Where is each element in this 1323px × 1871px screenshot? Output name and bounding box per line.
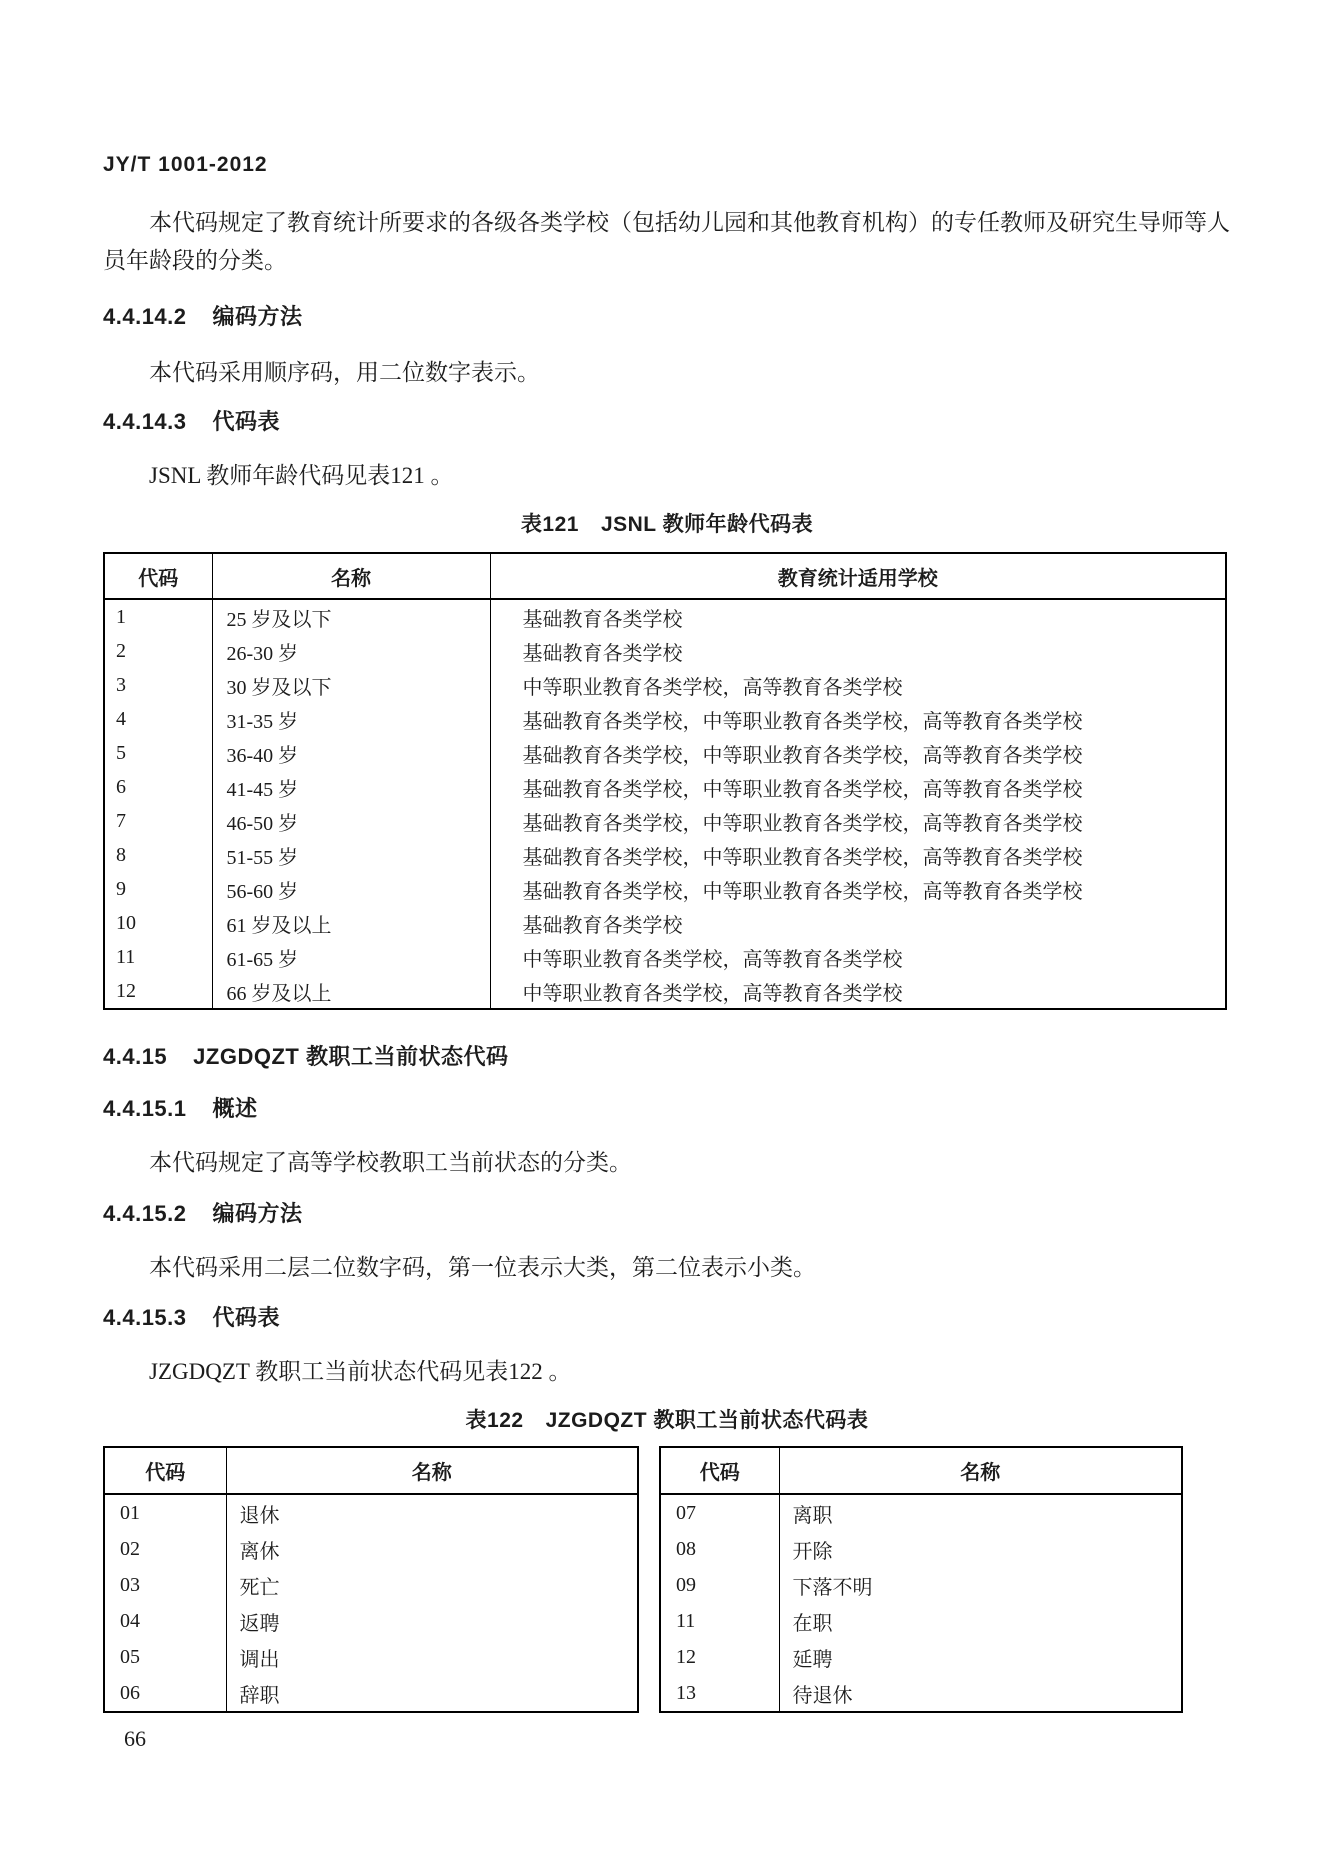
table-cell: 25 岁及以下 [212,599,490,634]
table-cell: 41-45 岁 [212,770,490,804]
table-row [104,668,1226,702]
table-cell: 9 [116,877,126,900]
section-number: 4.4.15.3 [103,1305,187,1330]
table-cell: 09 [676,1573,696,1596]
table-cell: 04 [120,1609,140,1632]
table-cell: 辞职 [226,1675,638,1712]
section-heading-4-4-15-3 [103,1301,280,1332]
staff-status-code-table-right [659,1446,1183,1713]
table-caption-text: JSNL 教师年龄代码表 [600,513,814,536]
table-cell: 基础教育各类学校，中等职业教育各类学校，高等教育各类学校 [490,838,1226,872]
section-title: 代码表 [212,409,281,434]
table-cell: 基础教育各类学校，中等职业教育各类学校，高等教育各类学校 [490,702,1226,736]
column-header-school: 教育统计适用学校 [490,553,1226,599]
table-caption-text: JZGDQZT 教职工当前状态代码表 [545,1409,869,1432]
table-row [104,872,1226,906]
table-cell: 51-55 岁 [212,838,490,872]
table-row [104,1494,638,1531]
table-row [104,974,1226,1009]
table-cell: 基础教育各类学校，中等职业教育各类学校，高等教育各类学校 [490,872,1226,906]
table-row [660,1567,1182,1603]
table-cell: 中等职业教育各类学校，高等教育各类学校 [490,974,1226,1009]
table-cell: 基础教育各类学校，中等职业教育各类学校，高等教育各类学校 [490,736,1226,770]
table-caption-label: 表121 [520,513,579,536]
table-cell: 11 [116,945,136,968]
section-heading-4-4-15-1 [103,1092,258,1123]
column-header-code: 代码 [104,553,212,599]
table-cell: 36-40 岁 [212,736,490,770]
table-cell: 6 [116,775,126,798]
table-cell: 3 [116,673,126,696]
table-header-row [104,1447,638,1494]
section-body: JZGDQZT 教职工当前状态代码见表122 。 [149,1359,572,1384]
section-title: JZGDQZT 教职工当前状态代码 [193,1044,509,1069]
table-cell: 61-65 岁 [212,940,490,974]
section-heading-4-4-15-2 [103,1197,303,1228]
table-cell: 07 [676,1501,696,1524]
table-cell: 调出 [226,1639,638,1675]
table-cell: 08 [676,1537,696,1560]
table-cell: 4 [116,707,126,730]
section-number: 4.4.15 [103,1044,168,1069]
section-title: 概述 [212,1096,258,1121]
page-number: 66 [124,1726,146,1751]
table-row [104,906,1226,940]
section-heading-4-4-14-2 [103,300,303,331]
table-row [104,634,1226,668]
table-cell: 5 [116,741,126,764]
table-cell: 基础教育各类学校 [490,599,1226,634]
section-heading-4-4-15 [103,1040,508,1071]
table-row [104,1567,638,1603]
table-cell: 1 [116,605,126,628]
table-row [660,1675,1182,1712]
table-header-row [660,1447,1182,1494]
table-cell: 03 [120,1573,140,1596]
table-row [104,1675,638,1712]
section-number: 4.4.14.2 [103,304,187,329]
table-cell: 30 岁及以下 [212,668,490,702]
table-cell: 中等职业教育各类学校，高等教育各类学校 [490,668,1226,702]
table-row [660,1531,1182,1567]
table-cell: 56-60 岁 [212,872,490,906]
table-cell: 退休 [226,1494,638,1531]
table-row [104,1531,638,1567]
table-cell: 01 [120,1501,140,1524]
table-row [660,1639,1182,1675]
table-cell: 7 [116,809,126,832]
table-cell: 下落不明 [779,1567,1182,1603]
section-body: JSNL 教师年龄代码见表121 。 [149,463,454,488]
table-row [104,838,1226,872]
column-header-name: 名称 [212,553,490,599]
table-cell: 死亡 [226,1567,638,1603]
table-cell: 26-30 岁 [212,634,490,668]
table-cell: 开除 [779,1531,1182,1567]
section-body: 本代码规定了高等学校教职工当前状态的分类。 [149,1150,632,1175]
table-cell: 离职 [779,1494,1182,1531]
table-row [104,1603,638,1639]
table-cell: 61 岁及以上 [212,906,490,940]
table-row [104,770,1226,804]
section-number: 4.4.15.2 [103,1201,187,1226]
table-cell: 46-50 岁 [212,804,490,838]
column-header-code: 代码 [104,1447,226,1494]
table-cell: 12 [116,979,136,1002]
section-body: 本代码采用顺序码，用二位数字表示。 [149,360,540,385]
table-cell: 13 [676,1681,696,1704]
table-cell: 8 [116,843,126,866]
table-cell: 12 [676,1645,696,1668]
table-cell: 基础教育各类学校 [490,906,1226,940]
table-cell: 基础教育各类学校 [490,634,1226,668]
section-number: 4.4.14.3 [103,409,187,434]
table-cell: 待退休 [779,1675,1182,1712]
intro-paragraph: 本代码规定了教育统计所要求的各级各类学校（包括幼儿园和其他教育机构）的专任教师及研究生导师等人员年龄段的分类。 [103,210,1230,273]
teacher-age-code-table [103,552,1227,1010]
table-row [104,940,1226,974]
section-number: 4.4.15.1 [103,1096,187,1121]
table-row [104,736,1226,770]
table-row [104,804,1226,838]
section-heading-4-4-14-3 [103,405,280,436]
staff-status-code-table-left [103,1446,639,1713]
column-header-name: 名称 [779,1447,1182,1494]
table-cell: 31-35 岁 [212,702,490,736]
table-cell: 10 [116,911,136,934]
section-title: 编码方法 [212,304,303,329]
table-cell: 02 [120,1537,140,1560]
table-row [104,599,1226,634]
table-header-row [104,553,1226,599]
table-row [660,1494,1182,1531]
table-cell: 基础教育各类学校，中等职业教育各类学校，高等教育各类学校 [490,804,1226,838]
doc-code: JY/T 1001-2012 [103,153,268,176]
table-cell: 延聘 [779,1639,1182,1675]
table122-caption [103,1404,1231,1434]
section-body: 本代码采用二层二位数字码，第一位表示大类，第二位表示小类。 [149,1255,816,1280]
table-cell: 中等职业教育各类学校，高等教育各类学校 [490,940,1226,974]
table-row [104,1639,638,1675]
table-cell: 基础教育各类学校，中等职业教育各类学校，高等教育各类学校 [490,770,1226,804]
table-cell: 在职 [779,1603,1182,1639]
table-cell: 06 [120,1681,140,1704]
column-header-code: 代码 [660,1447,779,1494]
table-caption-label: 表122 [465,1409,524,1432]
table121-caption [103,508,1231,538]
table-cell: 11 [676,1609,696,1632]
table-row [104,702,1226,736]
section-title: 代码表 [212,1305,281,1330]
table-cell: 66 岁及以上 [212,974,490,1009]
column-header-name: 名称 [226,1447,638,1494]
section-title: 编码方法 [212,1201,303,1226]
table-cell: 离休 [226,1531,638,1567]
table-cell: 2 [116,639,126,662]
table-cell: 返聘 [226,1603,638,1639]
table-cell: 05 [120,1645,140,1668]
table-row [660,1603,1182,1639]
